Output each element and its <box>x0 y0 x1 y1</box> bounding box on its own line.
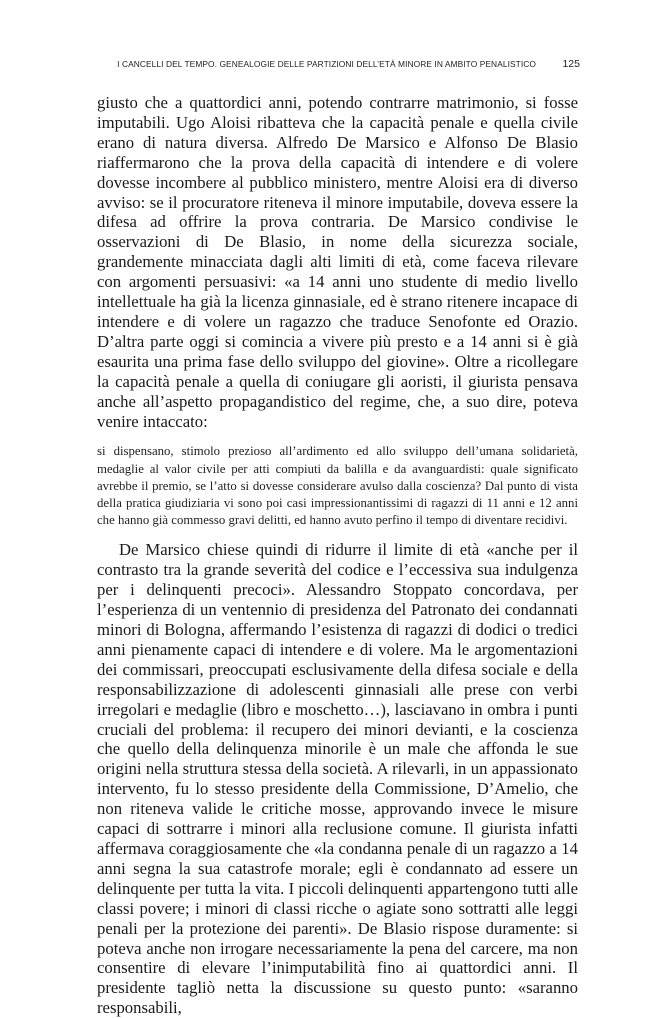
page-number: 125 <box>562 58 580 70</box>
block-quote: si dispensano, stimolo prezioso all’ardimento ed allo sviluppo dell’umana solidarietà, medaglie al valor civile per atti compiuti da balilla e da avanguardisti: quale significato avrebbe il premio, se l’atto si dovesse considerare avulso dalla coscienza? Dal punto di vista della pratica giudiziaria vi sono poi casi impressionantissimi di ragazzi di 11 anni e 12 anni che hanno già commesso gravi delitti, ed hanno avuto perfino il tempo di diventare recidivi. <box>97 444 578 528</box>
paragraph-continued: giusto che a quattordici anni, potendo contrarre matrimonio, si fosse imputabili. Ugo Aloisi ribatteva che la capacità penale e quella civile erano di natura diversa. Alfredo De Marsico e Alfonso De Blasio riaffermarono che la prova della capacità di intendere e di volere dovesse incombere al pubblico ministero, mentre Aloisi era di diverso avviso: se il procuratore riteneva il minore imputabile, doveva essere la difesa ad offrire la prova contraria. De Marsico condivise le osservazioni di De Blasio, in nome della sicurezza sociale, grandemente minacciata dagli alti limiti di età, come faceva rilevare con argomenti persuasivi: «a 14 anni uno studente di medio livello intellettuale ha già la licenza ginnasiale, ed è strano ritenere incapace di intendere e di volere un ragazzo che traduce Senofonte ed Orazio. D’altra parte oggi si comincia a vivere più presto e a 14 anni si è già esaurita una prima fase dello sviluppo del giovine». Oltre a ricollegare la capacità penale a quella di coniugare gli aoristi, il giurista pensava anche all’aspetto propagandistico del regime, che, a suo dire, poteva venire intaccato: <box>97 93 578 431</box>
running-head <box>96 58 580 74</box>
body-text <box>97 93 578 1018</box>
running-title: I CANCELLI DEL TEMPO. GENEALOGIE DELLE PARTIZIONI DELL’ETÀ MINORE IN AMBITO PENALISTICO <box>117 59 536 69</box>
paragraph: De Marsico chiese quindi di ridurre il limite di età «anche per il contrasto tra la grande severità del codice e l’eccessiva sua indulgenza per i delinquenti precoci». Alessandro Stoppato concordava, per l’esperienza di un ventennio di presidenza del Patronato dei condannati minori di Bologna, affermando l’esistenza di ragazzi di dodici o tredici anni pienamente capaci di intendere e di volere. Ma le argomentazioni dei commissari, preoccupati esclusivamente della difesa sociale e della responsabilizzazione di adolescenti ginnasiali alle prese con verbi irregolari e medaglie (libro e moschetto…), lasciavano in ombra i punti cruciali del problema: il recupero dei minori devianti, e la coscienza che quello della delinquenza minorile è un male che affonda le sue origini nella struttura stessa della società. A rilevarli, in un appassionato intervento, fu lo stesso presidente della Commissione, D’Amelio, che non riteneva valide le critiche mosse, approvando invece le misure capaci di sottrarre i minori alla reclusione comune. Il giurista infatti affermava coraggiosamente che «la condanna penale di un ragazzo a 14 anni segna la sua catastrofe morale; egli è condannato ad essere un delinquente per tutta la vita. I piccoli delinquenti appartengono tutti alle classi povere; i minori di classi ricche o agiate sono sottratti alle leggi penali per la protezione dei parenti». De Blasio rispose duramente: si poteva anche non irrogare necessariamente la pena del carcere, ma non consentire di elevare l’inimputabilità fino ai quattordici anni. Il presidente tagliò netta la discussione su questo punto: «saranno responsabili, <box>97 540 578 1018</box>
